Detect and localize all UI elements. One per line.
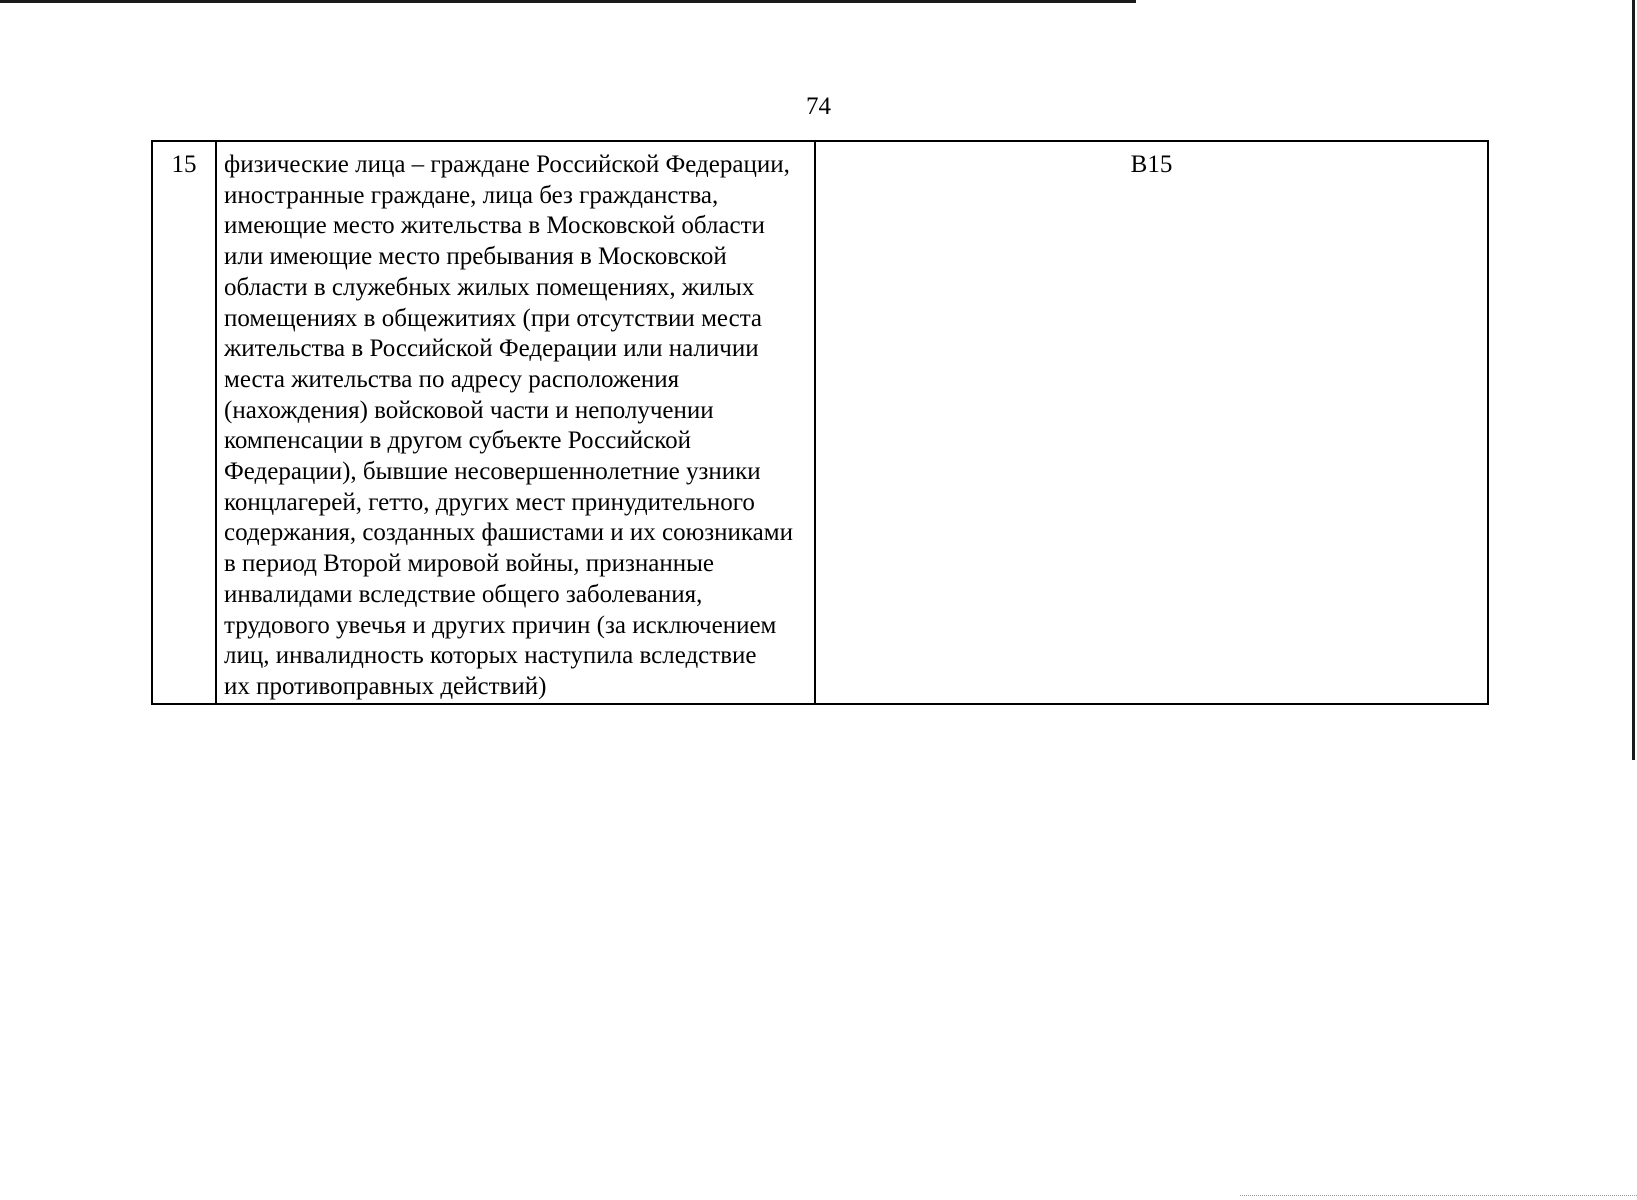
description-line: в период Второй мировой войны, признанные xyxy=(224,550,714,578)
description-line: или имеющие место пребывания в Московской xyxy=(224,243,727,271)
description-line: их противоправных действий) xyxy=(224,672,547,700)
scan-edge-top xyxy=(0,0,1136,3)
row-number-cell: 15 xyxy=(152,141,216,704)
description-line: области в служебных жилых помещениях, жилых xyxy=(224,273,755,301)
description-line: места жительства по адресу расположения xyxy=(224,365,680,393)
category-table xyxy=(151,140,1489,705)
table-row xyxy=(152,141,1488,704)
description-line: лиц, инвалидность которых наступила вследствие xyxy=(224,642,757,670)
description-line: физические лица – граждане Российской Федерации, xyxy=(224,151,790,178)
description-line: жительства в Российской Федерации или наличии xyxy=(224,335,759,363)
row-code-cell: B15 xyxy=(815,141,1488,704)
description-line: иностранные граждане, лица без гражданства, xyxy=(224,181,719,209)
description-line: содержания, созданных фашистами и их союзниками xyxy=(224,519,793,547)
page-number: 74 xyxy=(806,93,831,120)
description-line: компенсации в другом субъекте Российской xyxy=(224,427,691,455)
description-line: концлагерей, гетто, других мест принудительного xyxy=(224,488,755,516)
scan-edge-bottom xyxy=(1240,1195,1637,1197)
description-line: Федерации), бывшие несовершеннолетние узники xyxy=(224,458,761,486)
description-line: помещениях в общежитиях (при отсутствии места xyxy=(224,304,763,332)
description-line: имеющие место жительства в Московской области xyxy=(224,212,765,240)
description-line: инвалидами вследствие общего заболевания, xyxy=(224,580,703,608)
description-line: трудового увечья и других причин (за исключением xyxy=(224,611,777,639)
description-line: (нахождения) войсковой части и неполучении xyxy=(224,396,714,424)
row-description-cell xyxy=(216,141,815,704)
